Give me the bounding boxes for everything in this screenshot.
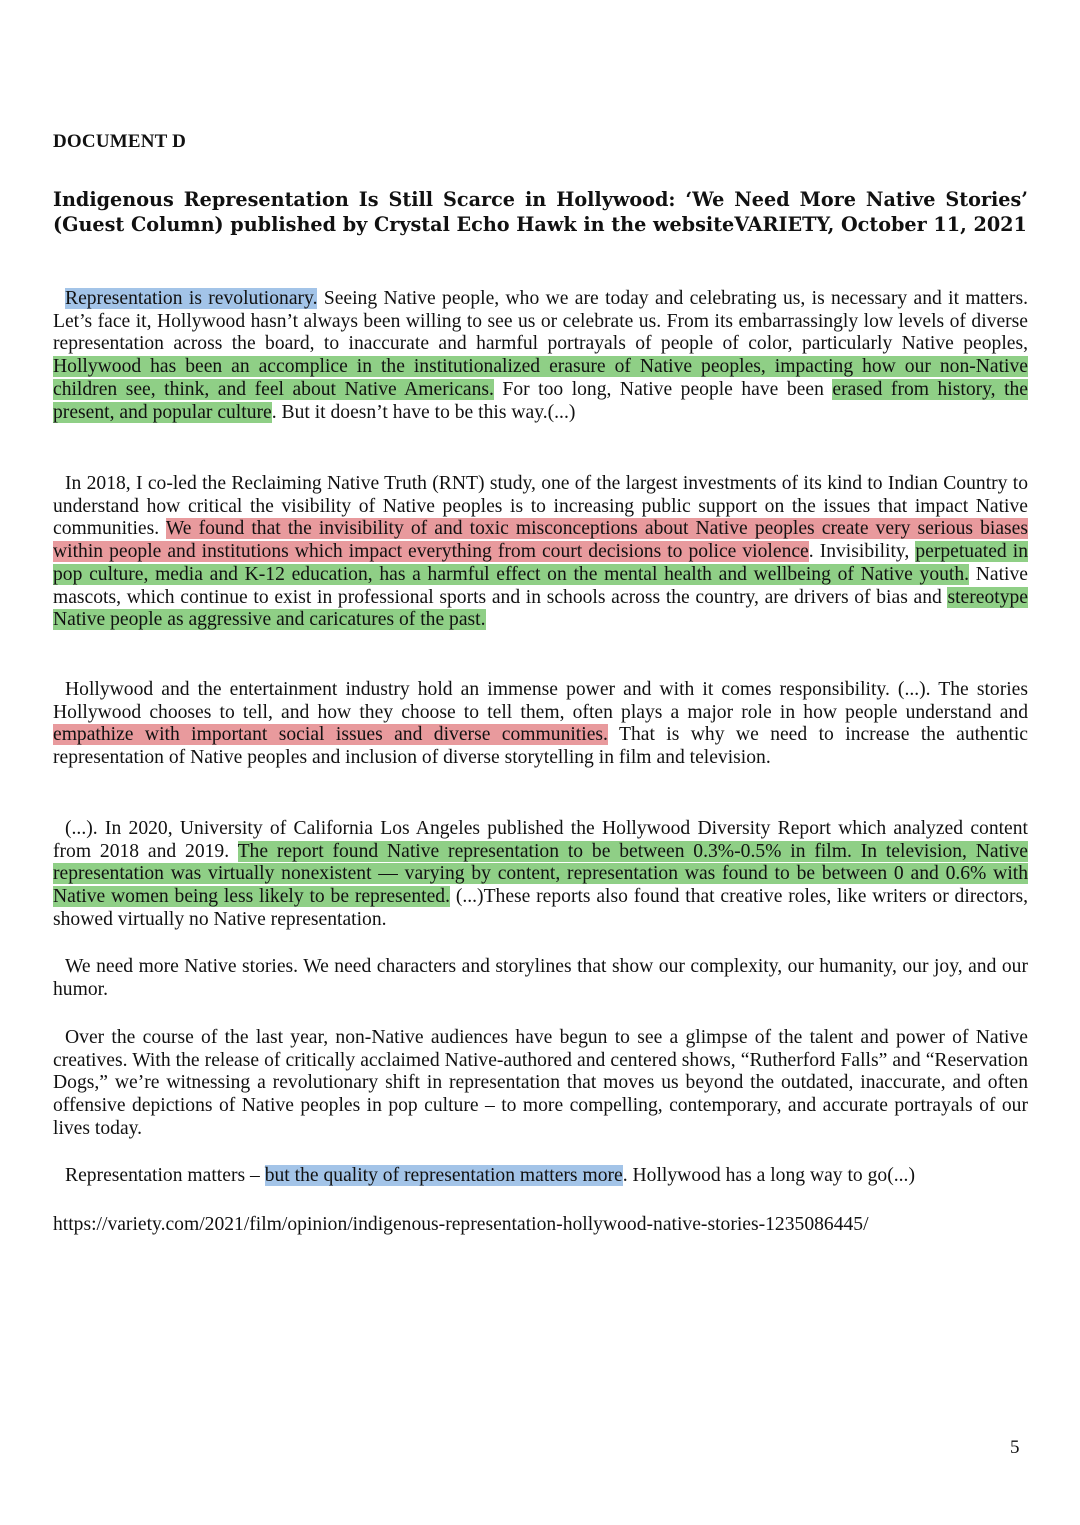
red-highlighted-text: empathize with important social issues and diverse communities. [53, 724, 608, 746]
paragraph-text: . But it doesn’t have to be this way.(...) [271, 401, 576, 423]
document-label: DOCUMENT D [53, 131, 187, 152]
paragraph-text: Representation matters – [65, 1165, 265, 1186]
paragraph-text: For too long, Native people have been [493, 378, 833, 400]
green-highlighted-text: The report found Native representation to be between 0.3%-0.5% in film. In television, Native representation was virtually nonexistent — varying by content, representation was found to be between 0 and 0.6% with Native women being less likely to be represented. [53, 840, 1028, 908]
paragraph-text: . Hollywood has a long way to go(...) [622, 1165, 915, 1186]
paragraph-text: That is why we need to increase the authentic representation of Native peoples and inclusion of diverse storytelling in film and television. [53, 724, 1028, 769]
green-highlighted-text: perpetuated in pop culture, media and K-12 education, has a harmful effect on the mental health and wellbeing of Native youth. [53, 541, 1028, 585]
blue-highlighted-text: but the quality of representation matters more [264, 1165, 623, 1186]
green-highlighted-text: stereotype Native people as aggressive and caricatures of the past. [53, 586, 1028, 631]
paragraph-4 [53, 818, 1028, 932]
document-title: Indigenous Representation Is Still Scarce in Hollywood: ‘We Need More Native Stories’ (Guest Column) published by Crystal Echo Hawk in the websiteVARIETY, October 11, 2021 [53, 188, 1028, 236]
paragraph-3 [53, 679, 1028, 770]
paragraph-1 [53, 288, 1028, 424]
paragraph-text: . Invisibility, [808, 541, 916, 563]
paragraph-text: (...)These reports also found that creative roles, like writers or directors, showed virtually no Native representation. [53, 886, 1028, 930]
blue-highlighted-text: Representation is revolutionary. [65, 288, 318, 309]
paragraph-text: In 2018, I co-led the Reclaiming Native Truth (RNT) study, one of the largest investments of its kind to Indian Country to understand how critical the visibility of Native peoples is to increasing public support on the issues that impact Native communities. [53, 473, 1028, 540]
paragraph-text: Seeing Native people, who we are today and celebrating us, is necessary and it matters. Let’s face it, Hollywood hasn’t always been willing to see us or celebrate us. From its embarrassingly low levels of diverse representation across the board, to inaccurate and harmful portrayals of people of color, particularly Native peoples, [53, 288, 1028, 355]
paragraph-6 [53, 1027, 1028, 1141]
paragraph-2 [53, 473, 1028, 632]
paragraph-text: Native mascots, which continue to exist in professional sports and in schools across the country, are drivers of bias and [53, 563, 1028, 608]
green-highlighted-text: erased from history, the present, and popular culture [53, 378, 1029, 423]
paragraph-text: (...). In 2020, University of California Los Angeles published the Hollywood Diversity Report which analyzed content from 2018 and 2019. [53, 818, 1028, 862]
red-highlighted-text: We found that the invisibility of and toxic misconceptions about Native peoples create very serious biases within people and institutions which impact everything from court decisions to police violence [53, 518, 1028, 563]
paragraph-text: We need more Native stories. We need characters and storylines that show our complexity, our humanity, our joy, and our humor. [53, 956, 1028, 1000]
paragraph-7 [53, 1165, 1028, 1188]
source-url: https://variety.com/2021/film/opinion/indigenous-representation-hollywood-native-stories-1235086445/ [53, 1214, 869, 1235]
paragraph-text: Hollywood and the entertainment industry hold an immense power and with it comes responsibility. (...). The stories Hollywood chooses to tell, and how they choose to tell them, often plays a major role in how people understand and [53, 679, 1028, 723]
paragraph-text: Over the course of the last year, non-Native audiences have begun to see a glimpse of the talent and power of Native creatives. With the release of critically acclaimed Native-authored and centered shows, “Rutherford Falls” and “Reservation Dogs,” we’re witnessing a revolutionary shift in representation that moves us beyond the outdated, inaccurate, and often offensive depictions of Native peoples in pop culture – to more compelling, contemporary, and accurate portrayals of our lives today. [53, 1027, 1028, 1139]
green-highlighted-text: Hollywood has been an accomplice in the institutionalized erasure of Native peoples, impacting how our non-Native children see, think, and feel about Native Americans. [53, 356, 1028, 400]
page-number: 5 [1010, 1437, 1020, 1458]
paragraph-5 [53, 956, 1028, 1001]
